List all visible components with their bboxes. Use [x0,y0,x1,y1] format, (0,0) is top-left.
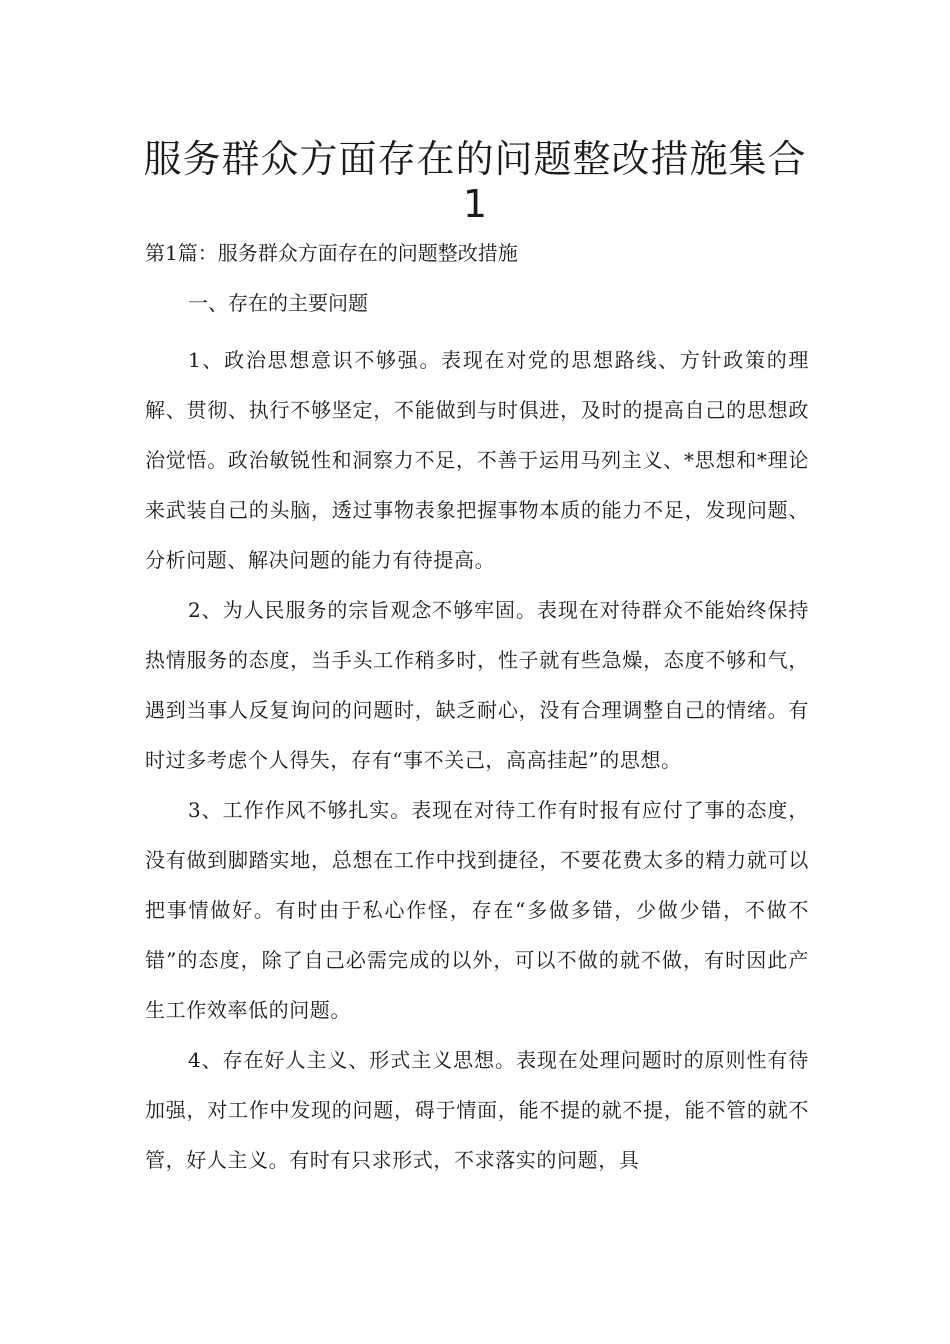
paragraph-1: 1、政治思想意识不够强。表现在对党的思想路线、方针政策的理解、贯彻、执行不够坚定，不能做到与时俱进，及时的提高自己的思想政治觉悟。政治敏锐性和洞察力不足，不善于运用马列主义、*思想和*理论来武装自己的头脑，透过事物表象把握事物本质的能力不足，发现问题、分析问题、解决问题的能力有待提高。 [145,348,809,572]
paragraph-4: 4、存在好人主义、形式主义思想。表现在处理问题时的原则性有待加强，对工作中发现的问题，碍于情面，能不提的就不提，能不管的就不管，好人主义。有时有只求形式，不求落实的问题，具 [145,1048,809,1172]
paragraph-list [145,335,809,1185]
paragraph-2: 2、为人民服务的宗旨观念不够牢固。表现在对待群众不能始终保持热情服务的态度，当手头工作稍多时，性子就有些急燥，态度不够和气，遇到当事人反复询问的问题时，缺乏耐心，没有合理调整自己的情绪。有时过多考虑个人得失，存有“事不关己，高高挂起”的思想。 [145,598,809,772]
article-subtitle: 第1篇：服务群众方面存在的问题整改措施 [145,241,518,265]
paragraph-3: 3、工作作风不够扎实。表现在对待工作有时报有应付了事的态度，没有做到脚踏实地，总想在工作中找到捷径，不要花费太多的精力就可以把事情做好。有时由于私心作怪，存在“多做多错，少做少错，不做不错”的态度，除了自己必需完成的以外，可以不做的就不做，有时因此产生工作效率低的问题。 [145,798,809,1022]
document-title-line-2: 1 [462,182,488,226]
document-title-line-1: 服务群众方面存在的问题整改措施集合 [143,137,807,181]
section-heading: 一、存在的主要问题 [188,291,368,315]
